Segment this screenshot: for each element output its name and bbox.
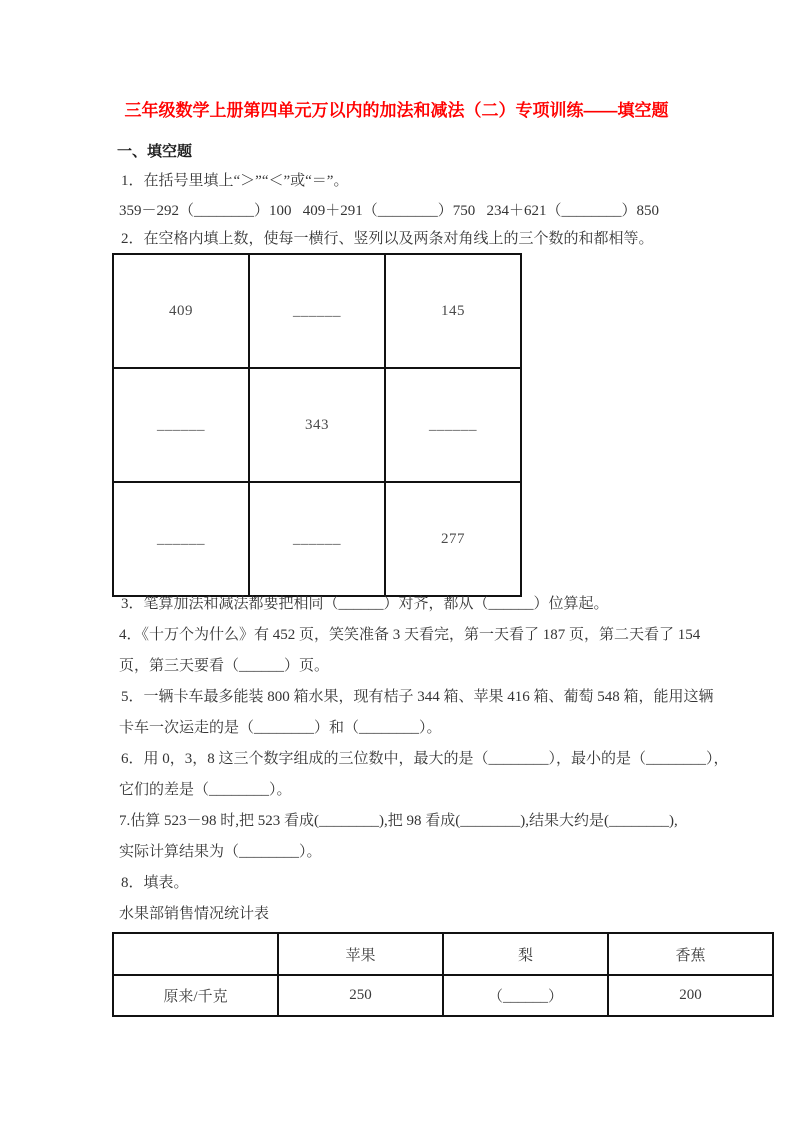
magic-cell-r2c1-blank: ______ [249,482,385,596]
question-7-line2: 实际计算结果为（________）。 [119,844,322,860]
section-heading: 一、填空题 [117,143,193,160]
question-8-label: 8．填表。 [121,875,189,891]
question-5-line2: 卡车一次运走的是（________）和（________）。 [119,720,442,736]
fruit-row-label: 原来/千克 [113,975,278,1016]
question-6-line1: 6．用 0，3，8 这三个数字组成的三位数中，最大的是（________），最小的是（________）， [121,751,729,767]
magic-cell-r1c0-blank: ______ [113,368,249,482]
magic-square-table [112,253,522,597]
fruit-sales-table [112,932,774,1017]
magic-cell-r2c0-blank: ______ [113,482,249,596]
question-2-label: 2．在空格内填上数，使每一横行、竖列以及两条对角线上的三个数的和都相等。 [121,231,654,247]
fruit-header-pear: 梨 [443,933,608,975]
magic-cell-r0c2: 145 [385,254,521,368]
magic-cell-r1c2-blank: ______ [385,368,521,482]
question-7-line1: 7.估算 523－98 时,把 523 看成(________),把 98 看成(________),结果大约是(________), [119,813,678,829]
magic-cell-r0c0: 409 [113,254,249,368]
magic-square-row [113,368,521,482]
magic-square-row [113,482,521,596]
question-4-line2: 页，第三天要看（______）页。 [119,658,330,674]
fruit-table-data-row [113,975,773,1016]
fruit-header-apple: 苹果 [278,933,443,975]
page-title: 三年级数学上册第四单元万以内的加法和减法（二）专项训练——填空题 [124,101,669,120]
question-6-line2: 它们的差是（________）。 [119,782,292,798]
magic-cell-r1c1: 343 [249,368,385,482]
question-4-line1: 4．《十万个为什么》有 452 页，笑笑准备 3 天看完，第一天看了 187 页，第二天看了 154 [119,627,701,643]
magic-square-row [113,254,521,368]
fruit-table-header-row [113,933,773,975]
fruit-pear-blank: （______） [443,975,608,1016]
question-1-label: 1．在括号里填上“＞”“＜”或“＝”。 [121,173,349,189]
fruit-header-banana: 香蕉 [608,933,773,975]
fruit-header-blank [113,933,278,975]
fruit-banana-value: 200 [608,975,773,1016]
magic-cell-r0c1-blank: ______ [249,254,385,368]
fruit-table-title: 水果部销售情况统计表 [119,906,270,922]
magic-cell-r2c2: 277 [385,482,521,596]
question-3-label: 3．笔算加法和减法都要把相同（______）对齐，都从（______）位算起。 [121,596,609,612]
question-1-comparisons: 359－292（________）100 409＋291（________）750 234＋621（________）850 [119,203,660,219]
fruit-apple-value: 250 [278,975,443,1016]
question-5-line1: 5．一辆卡车最多能装 800 箱水果，现有桔子 344 箱、苹果 416 箱、葡萄 548 箱，能用这辆 [121,689,714,705]
